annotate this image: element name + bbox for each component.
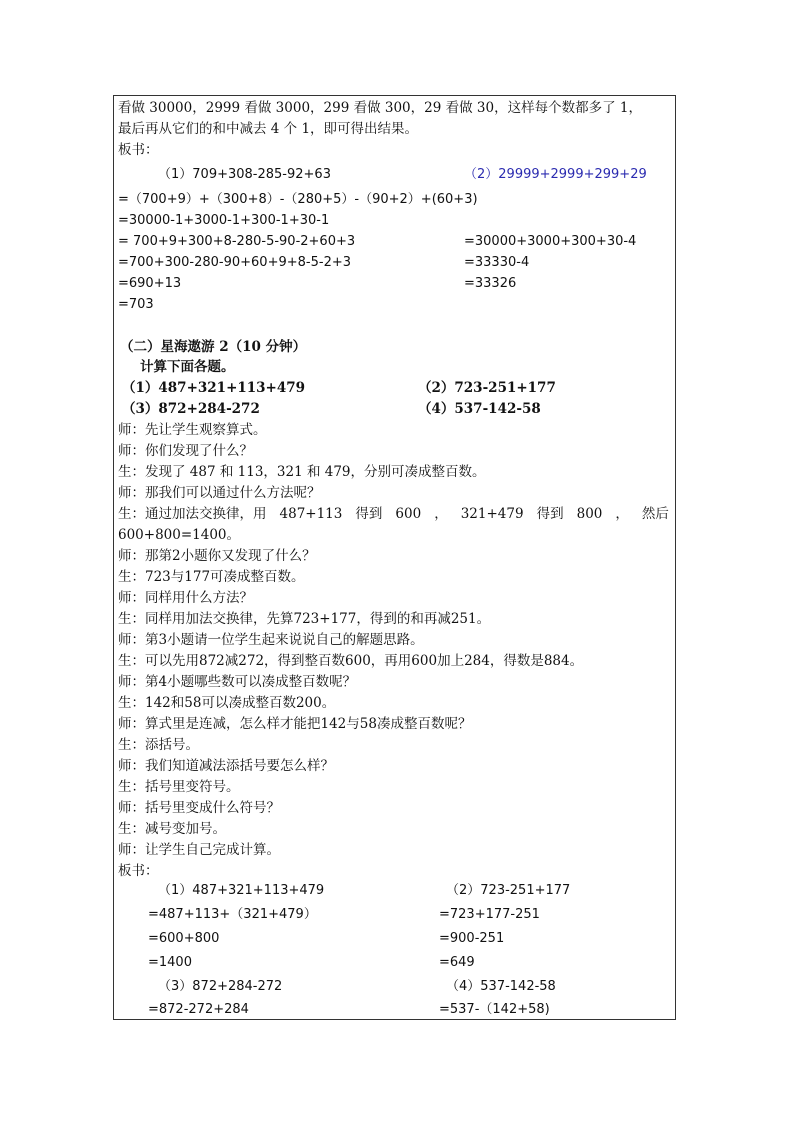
board1-right-title: （2）29999+2999+299+29 [464, 167, 647, 182]
dialogue-segment: ， [434, 506, 448, 522]
dialogue-line: 师：让学生自己完成计算。 [118, 842, 280, 858]
dialogue-line: 师：算式里是连减，怎么样才能把142与58凑成整百数呢？ [118, 716, 472, 732]
dialogue-segment: 然后 [641, 506, 669, 522]
dialogue-line: 师：那我们可以通过什么方法呢？ [118, 485, 321, 501]
dialogue-line: 生：添括号。 [118, 737, 199, 753]
dialogue-line: 师：那第2小题你又发现了什么？ [118, 548, 316, 564]
board2-p1-title: （1）487+321+113+479 [158, 883, 325, 898]
dialogue-line: 师：第4小题哪些数可以凑成整百数呢？ [118, 674, 357, 690]
board2-p2-title: （2）723-251+177 [446, 883, 571, 898]
board2-p3-step: =872-272+284 [148, 1002, 249, 1017]
intro-line-2: 最后再从它们的和中减去 4 个 1，即可得出结果。 [118, 121, 419, 137]
problem-4: （4）537-142-58 [418, 401, 541, 417]
board1-right-step: =30000-1+3000-1+300-1+30-1 [118, 213, 330, 228]
intro-line-1: 看做 30000，2999 看做 3000，299 看做 300，29 看做 30，这样每个数都多了 1， [118, 100, 642, 116]
problem-1: （1）487+321+113+479 [122, 380, 306, 396]
dialogue-line: 师：先让学生观察算式。 [118, 422, 267, 438]
dialogue-segment: 487+113 [279, 506, 343, 522]
dialogue-segment: 得到 [355, 506, 383, 522]
board1-right-step: =33326 [464, 276, 517, 291]
dialogue-line: 生：同样用加法交换律，先算723+177，得到的和再减251。 [118, 611, 491, 627]
board1-left-step: =（700+9）+（300+8）-（280+5）-（90+2）+(60+3) [118, 192, 478, 207]
problem-2: （2）723-251+177 [418, 380, 556, 396]
board2-p1-step: =487+113+（321+479） [148, 907, 317, 922]
dialogue-segment: 生：通过加法交换律，用 [118, 506, 267, 522]
problem-3: （3）872+284-272 [122, 401, 260, 417]
board2-p4-step: =537-（142+58) [439, 1002, 550, 1017]
board-label: 板书： [118, 863, 159, 879]
dialogue-segment: 321+479 [460, 506, 524, 522]
board1-left-step: =690+13 [118, 276, 182, 291]
dialogue-segment: ， [615, 506, 629, 522]
board2-p1-step: =600+800 [148, 931, 220, 946]
dialogue-line: 生：括号里变符号。 [118, 779, 240, 795]
board1-right-step: =30000+3000+300+30-4 [464, 234, 637, 249]
dialogue-line: 生：142和58可以凑成整百数200。 [118, 695, 336, 711]
dialogue-line: 600+800=1400。 [118, 527, 241, 543]
board2-p2-step: =649 [439, 955, 475, 970]
dialogue-line: 师：括号里变成什么符号？ [118, 800, 280, 816]
dialogue-segment: 得到 [536, 506, 564, 522]
section-heading: （二）星海遨游 2（10 分钟） [120, 339, 307, 355]
dialogue-line: 师：第3小题请一位学生起来说说自己的解题思路。 [118, 632, 424, 648]
board2-p2-step: =900-251 [439, 931, 505, 946]
board2-p2-step: =723+177-251 [439, 907, 540, 922]
dialogue-line: 师：同样用什么方法？ [118, 590, 253, 606]
dialogue-line: 生：可以先用872减272，得到整百数600，再用600加上284，得数是884。 [118, 653, 584, 669]
section-instruction: 计算下面各题。 [140, 359, 235, 375]
dialogue-line: 生：723与177可凑成整百数。 [118, 569, 305, 585]
dialogue-segment: 800 [576, 506, 603, 522]
board1-left-step: = 700+9+300+8-280-5-90-2+60+3 [118, 234, 356, 249]
dialogue-line-justified [118, 504, 669, 524]
board2-p4-title: （4）537-142-58 [446, 979, 556, 994]
dialogue-segment: 600 [395, 506, 422, 522]
board1-left-step: =700+300-280-90+60+9+8-5-2+3 [118, 255, 351, 270]
dialogue-line: 生：发现了 487 和 113，321 和 479，分别可凑成整百数。 [118, 464, 486, 480]
board-label: 板书： [118, 142, 159, 158]
dialogue-line: 师：我们知道减法添括号要怎么样？ [118, 758, 334, 774]
dialogue-line: 师：你们发现了什么？ [118, 443, 253, 459]
board1-left-title: （1）709+308-285-92+63 [158, 167, 331, 182]
board2-p1-step: =1400 [148, 955, 192, 970]
board1-right-step: =33330-4 [464, 255, 530, 270]
board2-p3-title: （3）872+284-272 [158, 979, 283, 994]
dialogue-line: 生：减号变加号。 [118, 821, 226, 837]
board1-left-step: =703 [118, 297, 154, 312]
